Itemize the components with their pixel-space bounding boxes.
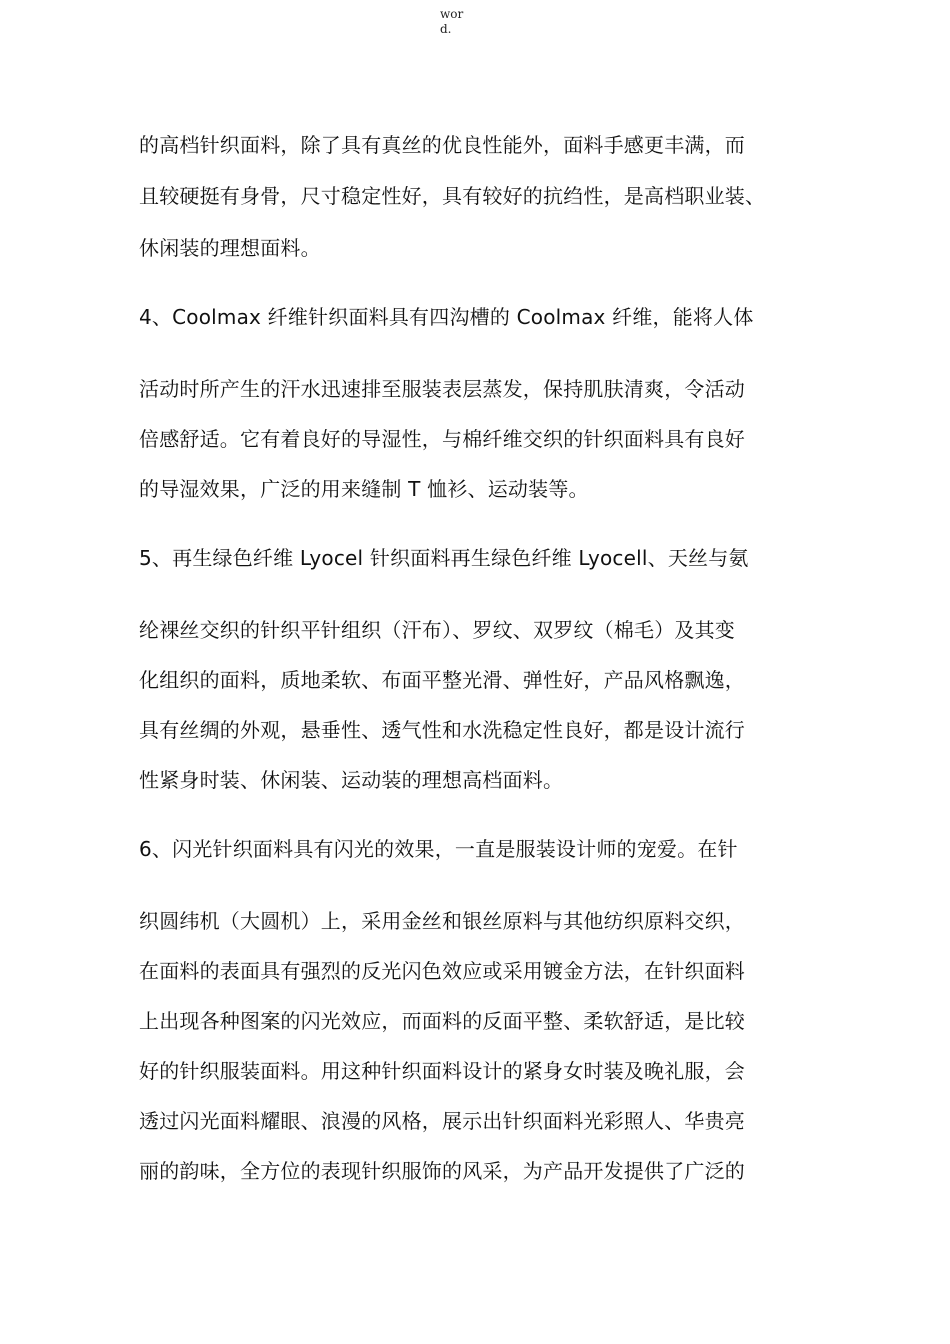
page-header (440, 7, 486, 37)
body-text-line: 4、Coolmax 纤维针织面料具有四沟槽的 Coolmax 纤维，能将人体 (139, 305, 754, 329)
header-text-line-2: d. (440, 22, 452, 36)
body-text-line: 具有丝绸的外观，悬垂性、透气性和水洗稳定性良好，都是设计流行 (139, 718, 745, 742)
body-text-line: 性紧身时装、休闲装、运动装的理想高档面料。 (139, 768, 564, 792)
body-text-line: 活动时所产生的汗水迅速排至服装表层蒸发，保持肌肤清爽，令活动 (139, 377, 745, 401)
body-text-line: 化组织的面料，质地柔软、布面平整光滑、弹性好，产品风格飘逸， (139, 668, 745, 692)
body-text-line: 纶裸丝交织的针织平针组织（汗布）、罗纹、双罗纹（棉毛）及其变 (139, 618, 735, 642)
body-text-line: 在面料的表面具有强烈的反光闪色效应或采用镀金方法，在针织面料 (139, 959, 745, 983)
body-text-line: 6、闪光针织面料具有闪光的效果，一直是服装设计师的宠爱。在针 (139, 837, 738, 861)
body-text-line: 好的针织服装面料。用这种针织面料设计的紧身女时装及晚礼服，会 (139, 1059, 745, 1083)
body-text-line: 上出现各种图案的闪光效应，而面料的反面平整、柔软舒适，是比较 (139, 1009, 745, 1033)
body-text-line: 且较硬挺有身骨，尺寸稳定性好，具有较好的抗绉性，是高档职业装、 (139, 184, 766, 208)
body-text-line: 丽的韵味，全方位的表现针织服饰的风采，为产品开发提供了广泛的 (139, 1159, 745, 1183)
header-text-line-1: wor (440, 7, 464, 21)
body-text-line: 5、再生绿色纤维 Lyocel 针织面料再生绿色纤维 Lyocell、天丝与氨 (139, 546, 749, 570)
body-text-line: 休闲装的理想面料。 (139, 236, 321, 260)
body-text-line: 的高档针织面料，除了具有真丝的优良性能外，面料手感更丰满，而 (139, 133, 745, 157)
body-text-line: 倍感舒适。它有着良好的导湿性，与棉纤维交织的针织面料具有良好 (139, 427, 745, 451)
body-text-line: 的导湿效果，广泛的用来缝制 T 恤衫、运动装等。 (139, 477, 589, 501)
body-text-line: 织圆纬机（大圆机）上，采用金丝和银丝原料与其他纺织原料交织， (139, 909, 745, 933)
body-text-line: 透过闪光面料耀眼、浪漫的风格，展示出针织面料光彩照人、华贵亮 (139, 1109, 745, 1133)
